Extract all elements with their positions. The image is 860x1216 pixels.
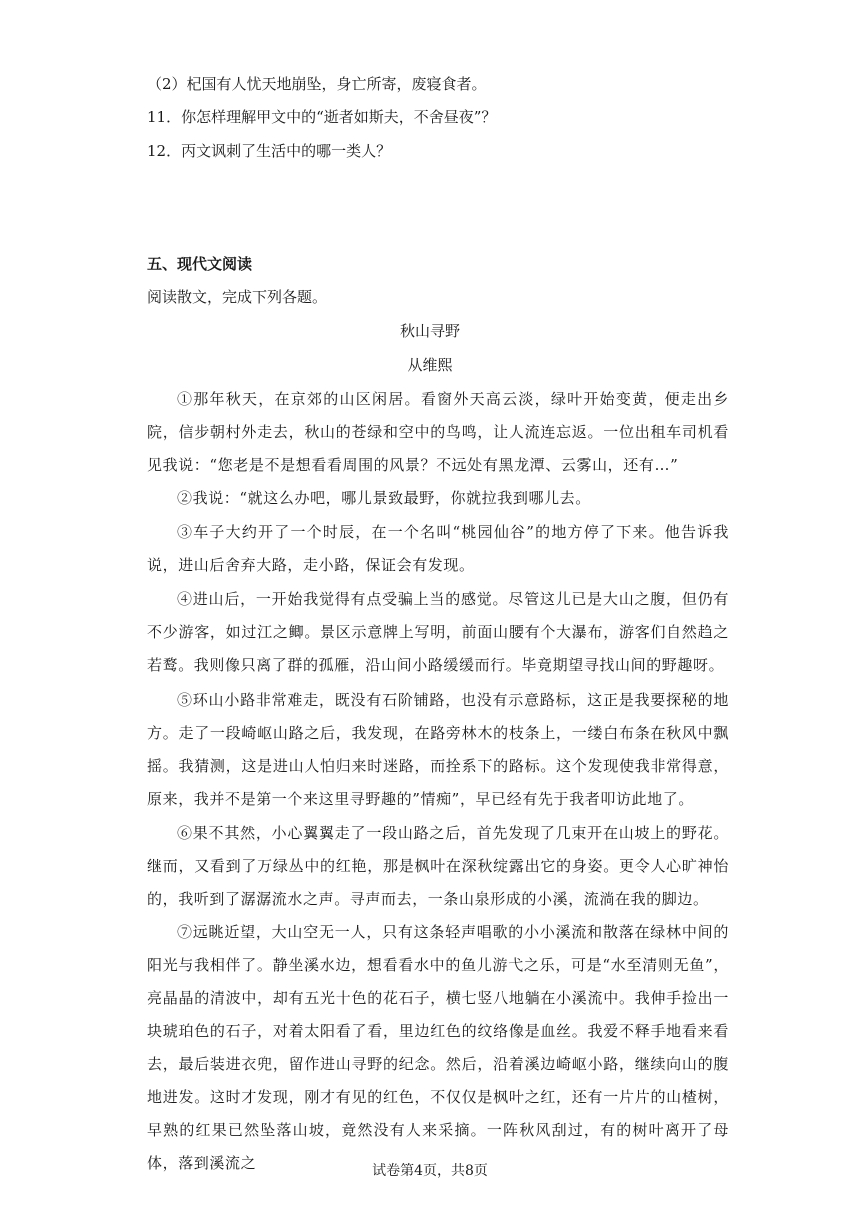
article-paragraph-3: ③车子大约开了一个时辰，在一个名叫“桃园仙谷”的地方停了下来。他告诉我说，进山后舍弃大路，走小路，保证会有发现。	[147, 523, 729, 574]
article-paragraph-2: ②我说：“就这么办吧，哪儿景致最野，你就拉我到哪儿去。	[177, 489, 591, 507]
section-instruction: 阅读散文，完成下列各题。	[147, 288, 328, 306]
question-11: 11．你怎样理解甲文中的“逝者如斯夫，不舍昼夜”？	[147, 108, 497, 126]
page-footer: 试卷第4页，共8页	[372, 1163, 488, 1179]
question-12: 12．丙文讽刺了生活中的哪一类人？	[147, 142, 392, 160]
question-10-2: （2）杞国有人忧天地崩坠，身亡所寄，废寝食者。	[147, 75, 487, 93]
article-paragraph-4: ④进山后，一开始我觉得有点受骗上当的感觉。尽管这儿已是大山之腹，但仍有不少游客，如过江之鲫。景区示意牌上写明，前面山腰有个大瀑布，游客们自然趋之若鹜。我则像只离了群的孤雁，沿山间小路缓缓而行。毕竟期望寻找山间的野趣呀。	[147, 590, 729, 674]
article-author: 从维熙	[407, 356, 453, 374]
article-paragraph-1: ①那年秋天，在京郊的山区闲居。看窗外天高云淡，绿叶开始变黄，便走出乡院，信步朝村外走去，秋山的苍绿和空中的鸟鸣，让人流连忘返。一位出租车司机看见我说：“您老是不是想看看周围的风景？不远处有黑龙潭、云雾山，还有…”	[147, 390, 729, 474]
article-title: 秋山寻野	[399, 322, 460, 340]
article-paragraph-5: ⑤环山小路非常难走，既没有石阶铺路，也没有示意路标，这正是我要探秘的地方。走了一段崎岖山路之后，我发现，在路旁林木的枝条上，一缕白布条在秋风中飘摇。我猜测，这是进山人怕归来时迷路，而拴系下的路标。这个发现使我非常得意，原来，我并不是第一个来这里寻野趣的”情痴”，早已经有先于我者叩访此地了。	[147, 691, 729, 808]
article-paragraph-7: ⑦远眺近望，大山空无一人，只有这条轻声唱歌的小小溪流和散落在绿林中间的阳光与我相伴了。静坐溪水边，想看看水中的鱼儿游弋之乐，可是“水至清则无鱼”，亮晶晶的清波中，却有五光十色的花石子，横七竖八地躺在小溪流中。我伸手捡出一块琥珀色的石子，对着太阳看了看，里边红色的纹络像是血丝。我爱不释手地看来看去，最后装进衣兜，留作进山寻野的纪念。然后，沿着溪边崎岖小路，继续向山的腹地进发。这时才发现，刚才有见的红色，不仅仅是枫叶之红，还有一片片的山楂树，早熟的红果已然坠落山坡，竟然没有人来采摘。一阵秋风刮过，有的树叶离开了母体，落到溪流之	[147, 923, 729, 1172]
section-heading: 五、现代文阅读	[147, 255, 253, 273]
article-paragraph-6: ⑥果不其然，小心翼翼走了一段山路之后，首先发现了几束开在山坡上的野花。继而，又看到了万绿丛中的红艳，那是枫叶在深秋绽露出它的身姿。更令人心旷神怡的，我听到了潺潺流水之声。寻声而去，一条山泉形成的小溪，流淌在我的脚边。	[147, 824, 729, 908]
